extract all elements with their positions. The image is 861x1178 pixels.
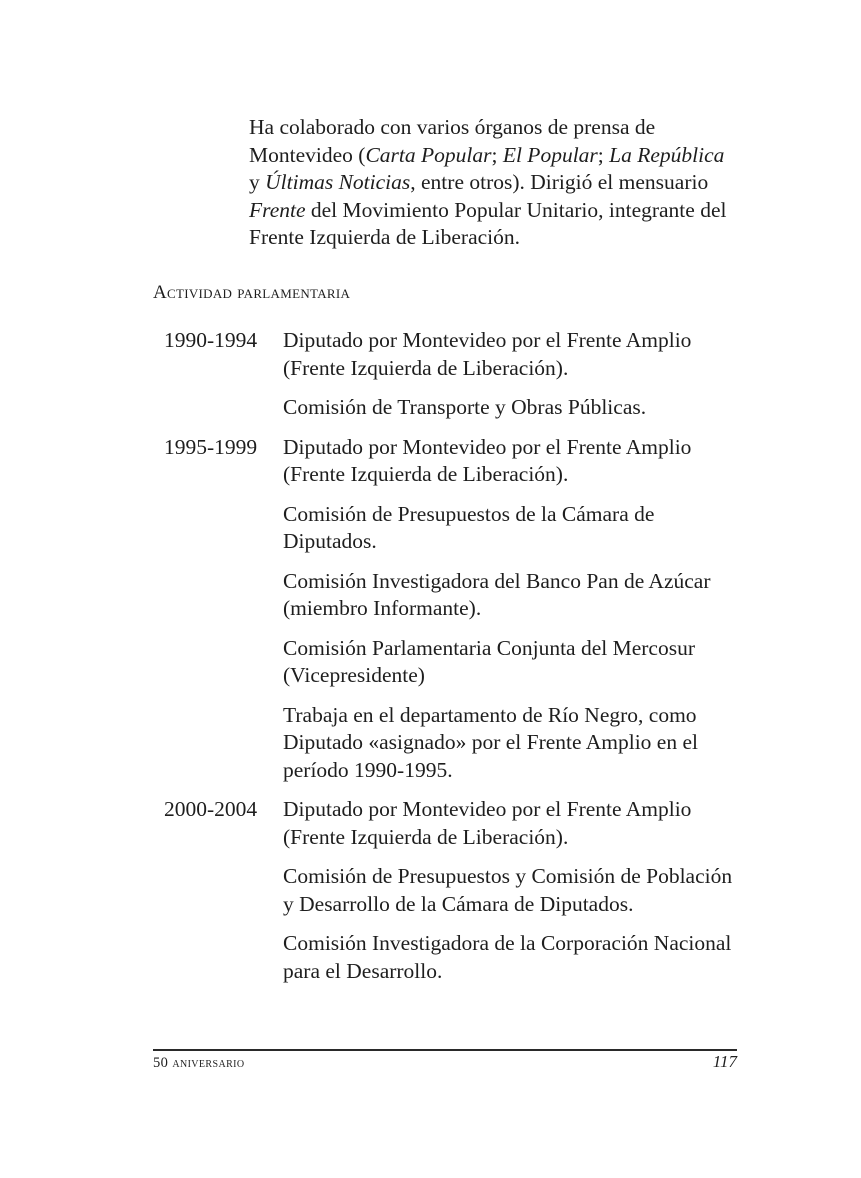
publication-ultimas-noticias: Últimas Noticias xyxy=(265,170,411,194)
publication-la-republica: La República xyxy=(609,142,725,167)
intro-text-4: y xyxy=(249,170,266,194)
activity-entry-2000-2004 xyxy=(164,796,744,997)
entry-year: 2000-2004 xyxy=(164,797,258,821)
intro-text-6: del Movimiento Popular Unitario, integrante del Frente Izquierda de Liberación. xyxy=(249,197,727,249)
footer-running-title: 50 aniversario xyxy=(153,1055,245,1071)
entry-item: Comisión de Presupuestos y Comisión de Población y Desarrollo de la Cámara de Diputados. xyxy=(283,864,733,916)
entry-item: Diputado por Montevideo por el Frente Amplio (Frente Izquierda de Liberación). xyxy=(283,328,692,380)
intro-text-3: ; xyxy=(597,142,610,167)
publication-frente: Frente xyxy=(249,197,306,222)
publication-el-popular: El Popular xyxy=(502,142,598,167)
entry-items xyxy=(283,327,744,434)
activity-entry-1995-1999 xyxy=(164,434,744,797)
publication-carta-popular: Carta Popular xyxy=(365,142,492,167)
entry-year: 1995-1999 xyxy=(164,434,258,459)
entry-item: Comisión Parlamentaria Conjunta del Mercosur (Vicepresidente) xyxy=(283,635,695,687)
section-heading: Actividad parlamentaria xyxy=(153,282,351,303)
intro-text-1: Ha colaborado con varios órganos de prensa de Montevideo ( xyxy=(249,115,656,167)
intro-paragraph xyxy=(249,114,729,252)
intro-text-5: , entre otros). Dirigió el mensuario xyxy=(410,170,709,194)
entry-item: Comisión de Presupuestos de la Cámara de Diputados. xyxy=(283,501,655,553)
entry-item: Diputado por Montevideo por el Frente Amplio (Frente Izquierda de Liberación). xyxy=(283,434,692,486)
entry-items xyxy=(283,434,744,797)
entry-item: Diputado por Montevideo por el Frente Amplio (Frente Izquierda de Liberación). xyxy=(283,797,692,849)
activity-list xyxy=(164,327,744,997)
entry-item: Comisión de Transporte y Obras Públicas. xyxy=(283,395,647,419)
page-number: 117 xyxy=(712,1052,737,1071)
entry-year: 1990-1994 xyxy=(164,328,258,352)
intro-text-2: ; xyxy=(491,142,503,167)
entry-item: Trabaja en el departamento de Río Negro, como Diputado «asignado» por el Frente Amplio en el período 1990-1995. xyxy=(283,702,698,782)
entry-item: Comisión Investigadora del Banco Pan de Azúcar (miembro Informante). xyxy=(283,568,711,620)
entry-items xyxy=(283,796,744,997)
entry-item: Comisión Investigadora de la Corporación Nacional para el Desarrollo. xyxy=(283,931,732,983)
activity-entry-1990-1994 xyxy=(164,327,744,434)
footer-divider xyxy=(153,1049,737,1051)
